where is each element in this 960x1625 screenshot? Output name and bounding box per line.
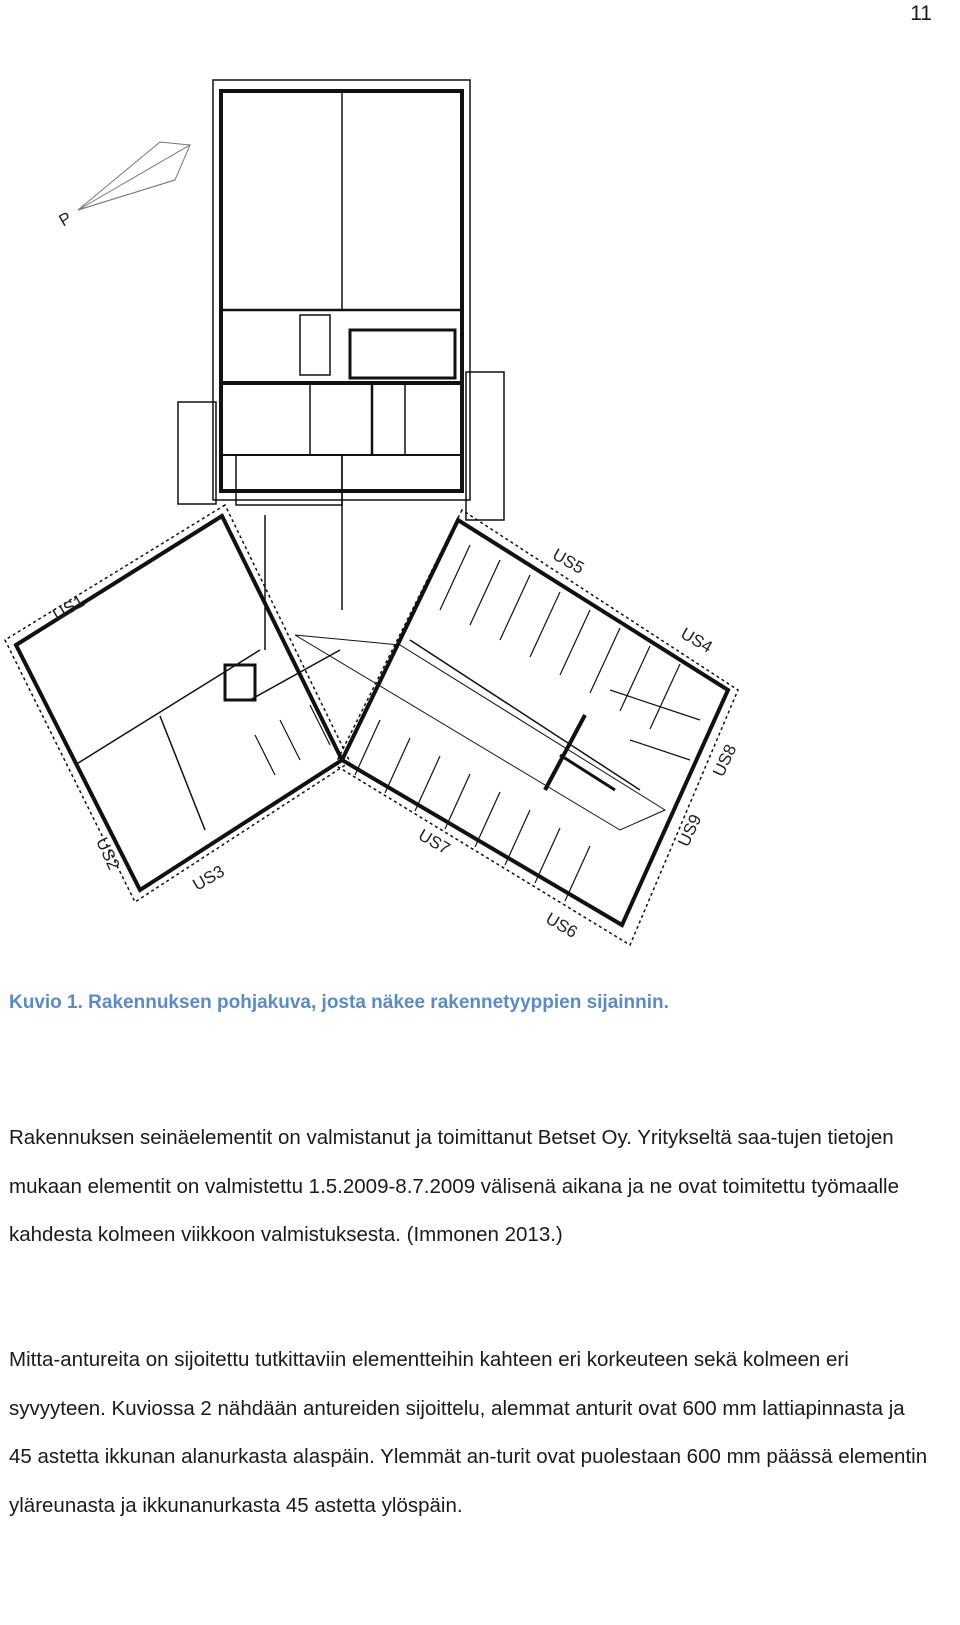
zone-label-us3: US3 [189,861,228,895]
right-wing [295,510,741,945]
zone-label-us4: US4 [677,623,716,657]
zone-label-us1: US1 [49,591,88,625]
left-wing [5,505,350,902]
zone-label-us2: US2 [92,834,124,873]
zone-label-us8: US8 [709,741,741,780]
floor-plan [0,50,960,980]
zone-label-us9: US9 [674,811,706,850]
figure-caption: Kuvio 1. Rakennuksen pohjakuva, josta näkee rakennetyyppien sijainnin. [9,992,669,1013]
page-number: 11 [910,2,932,25]
zone-label-us7: US7 [415,825,454,859]
zone-label-us6: US6 [542,908,581,942]
north-arrow-icon [78,142,190,210]
body-paragraph-2: Mitta-antureita on sijoitettu tutkittaviin elementteihin kahteen eri korkeuteen sekä kolmeen eri syvyyteen. Kuviossa 2 nähdään antureiden sijoittelu, alemmat anturit ovat 600 mm lattiapinnasta ja 45 astetta ikkunan alanurkasta alaspäin. Ylemmät an-turit ovat puolestaan 600 mm päässä elementin yläreunasta ja ikkunanurkasta 45 astetta ylöspäin. [9,1348,928,1517]
zone-label-us5: US5 [549,544,588,578]
north-label: P [55,208,75,231]
body-paragraph-1: Rakennuksen seinäelementit on valmistanut ja toimittanut Betset Oy. Yritykseltä saa-tujen tietojen mukaan elementit on valmistettu 1.5.2009-8.7.2009 välisenä aikana ja ne ovat toimitettu työmaalle kahdesta kolmeen viikkoon valmistuksesta. (Immonen 2013.) [9,1126,899,1246]
